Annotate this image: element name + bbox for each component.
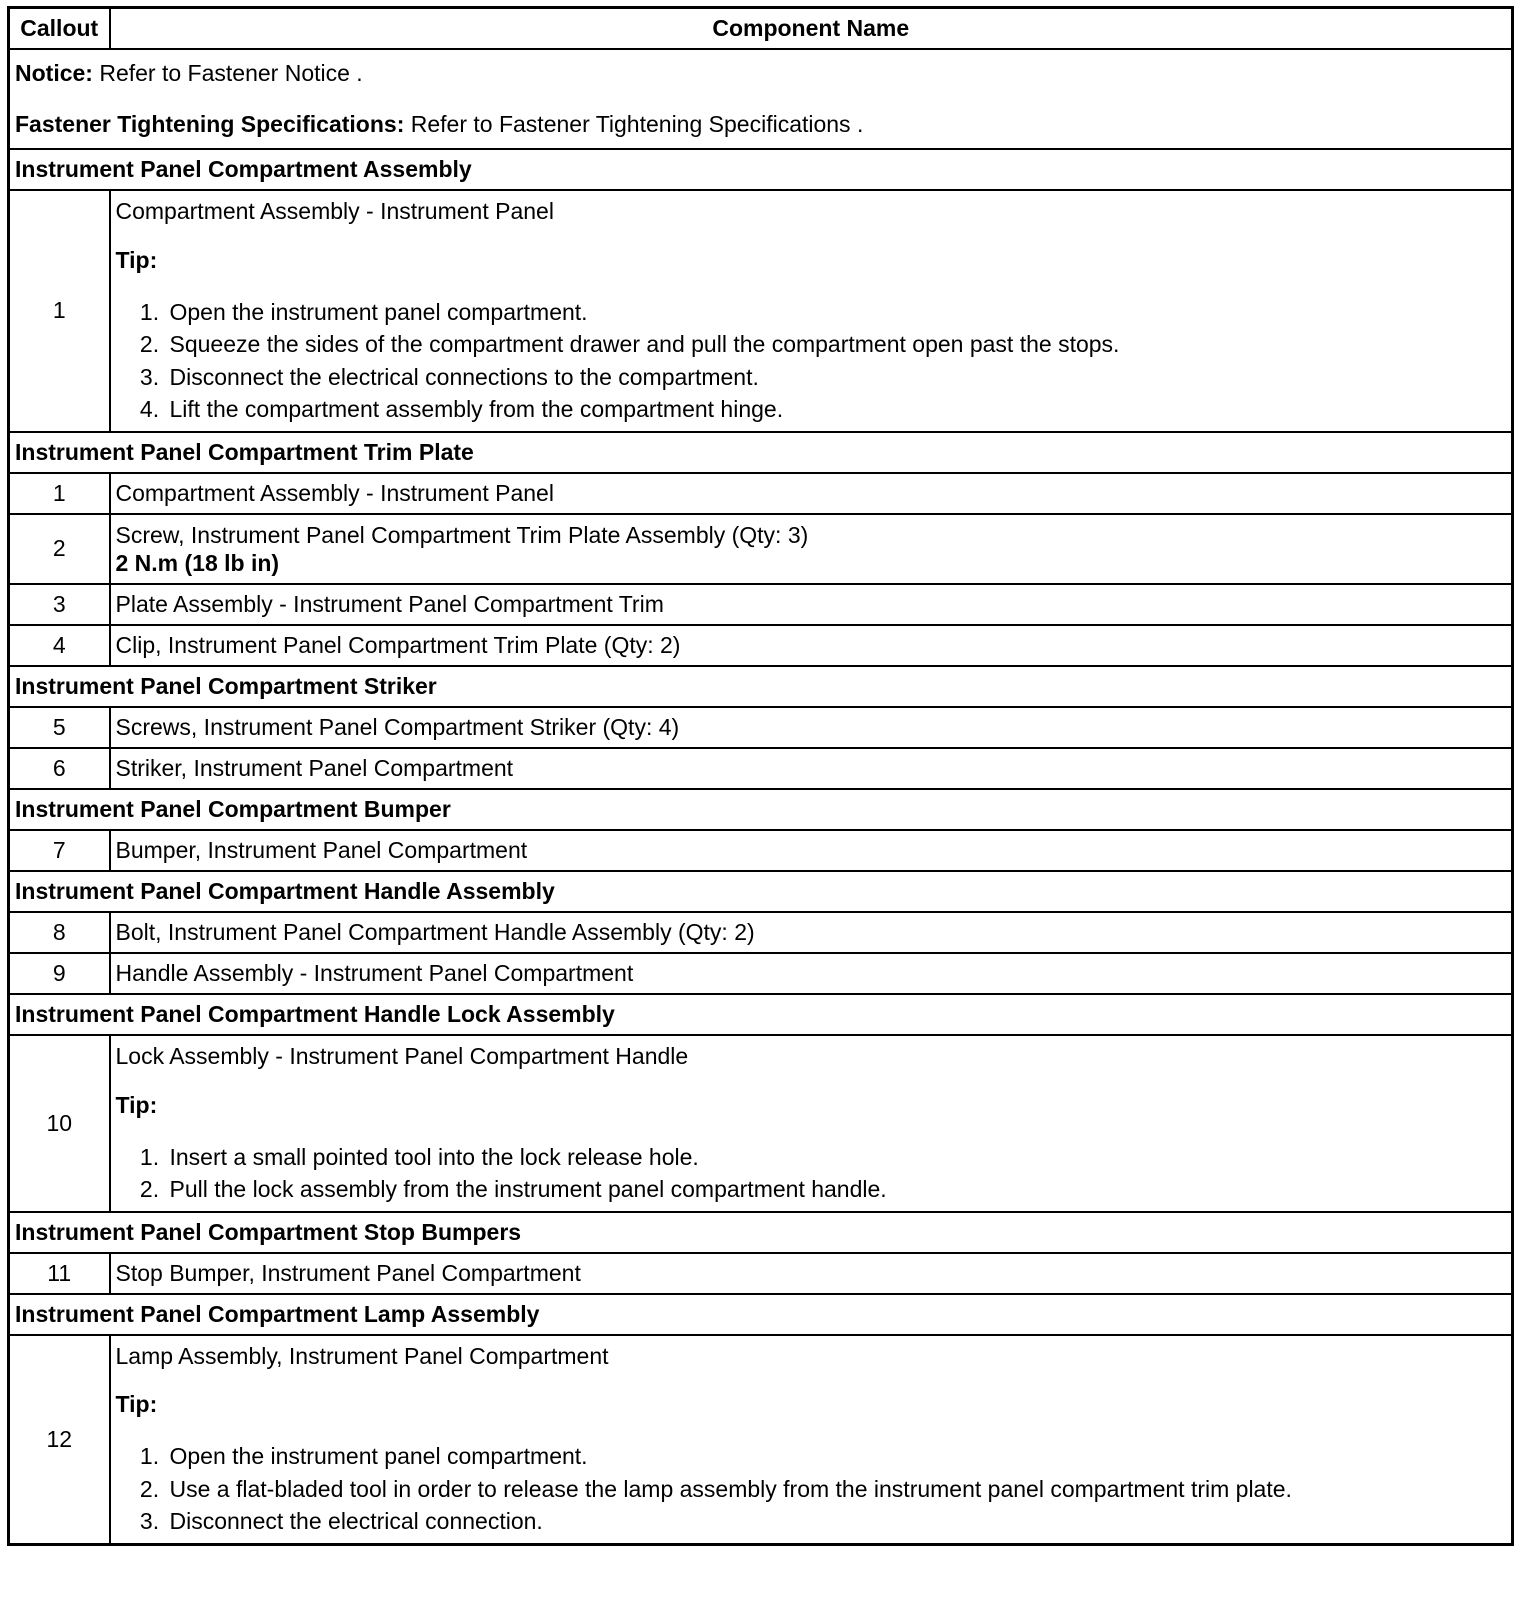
tip-step: 1. Open the instrument panel compartment. (166, 1440, 1507, 1473)
callout-header: Callout (9, 8, 110, 50)
table-row (9, 1335, 1513, 1545)
callout-number: 8 (9, 912, 110, 953)
component-cell (110, 1335, 1513, 1545)
component-name: Screws, Instrument Panel Compartment Striker (Qty: 4) (110, 707, 1513, 748)
tip-step: 2. Squeeze the sides of the compartment drawer and pull the compartment open past the stops. (166, 328, 1507, 361)
table-row (9, 625, 1513, 666)
tip-step: 1. Open the instrument panel compartment. (166, 296, 1507, 329)
tip-label: Tip: (115, 1391, 158, 1418)
table-row (9, 1035, 1513, 1212)
table-row (9, 830, 1513, 871)
section-row (9, 1212, 1513, 1253)
tip-label: Tip: (115, 1091, 158, 1118)
table-row (9, 514, 1513, 585)
callout-number: 11 (9, 1253, 110, 1294)
notice-row (9, 49, 1513, 149)
component-name: Bumper, Instrument Panel Compartment (110, 830, 1513, 871)
tip-step: 2. Pull the lock assembly from the instrument panel compartment handle. (166, 1173, 1507, 1206)
callout-number: 4 (9, 625, 110, 666)
tip-step: 1. Insert a small pointed tool into the lock release hole. (166, 1141, 1507, 1174)
tip-step: 4. Lift the compartment assembly from the compartment hinge. (166, 393, 1507, 426)
component-name: Bolt, Instrument Panel Compartment Handle Assembly (Qty: 2) (110, 912, 1513, 953)
notice-label: Notice: (15, 60, 93, 87)
callout-number: 1 (9, 473, 110, 514)
tip-steps (116, 296, 1507, 426)
tip-step: 2. Use a flat-bladed tool in order to release the lamp assembly from the instrument panel compartment trim plate. (166, 1473, 1507, 1506)
section-row (9, 789, 1513, 830)
table-row (9, 912, 1513, 953)
callout-number: 9 (9, 953, 110, 994)
table-row (9, 190, 1513, 432)
section-title: Instrument Panel Compartment Handle Lock Assembly (9, 994, 1513, 1035)
section-title: Instrument Panel Compartment Bumper (9, 789, 1513, 830)
callout-number: 12 (9, 1335, 110, 1545)
fastener-spec-label: Fastener Tightening Specifications: (15, 111, 405, 137)
table-row (9, 707, 1513, 748)
component-name: Handle Assembly - Instrument Panel Compartment (110, 953, 1513, 994)
callout-number: 2 (9, 514, 110, 585)
component-name: Lock Assembly - Instrument Panel Compartment Handle (115, 1043, 689, 1069)
table-row (9, 473, 1513, 514)
callout-number: 7 (9, 830, 110, 871)
component-name: Lamp Assembly, Instrument Panel Compartment (115, 1342, 609, 1369)
table-row (9, 748, 1513, 789)
tip-step: 3. Disconnect the electrical connection. (166, 1505, 1507, 1538)
section-row (9, 1294, 1513, 1335)
component-name: Plate Assembly - Instrument Panel Compartment Trim (110, 584, 1513, 625)
section-title: Instrument Panel Compartment Stop Bumpers (9, 1212, 1513, 1253)
section-title: Instrument Panel Compartment Handle Assembly (9, 871, 1513, 912)
section-row (9, 666, 1513, 707)
tip-steps (116, 1440, 1507, 1538)
component-cell (110, 190, 1513, 432)
section-row (9, 871, 1513, 912)
fastener-spec-text: Refer to Fastener Tightening Specifications . (410, 111, 864, 137)
callout-number: 10 (9, 1035, 110, 1212)
component-name: Stop Bumper, Instrument Panel Compartment (110, 1253, 1513, 1294)
callout-number: 1 (9, 190, 110, 432)
component-name: Compartment Assembly - Instrument Panel (110, 473, 1513, 514)
tip-step: 3. Disconnect the electrical connections to the compartment. (166, 361, 1507, 394)
component-name: Compartment Assembly - Instrument Panel (115, 198, 554, 224)
notice-cell (9, 49, 1513, 149)
table-row (9, 953, 1513, 994)
tip-label: Tip: (115, 246, 158, 273)
header-row (9, 8, 1513, 50)
callout-number: 5 (9, 707, 110, 748)
section-title: Instrument Panel Compartment Striker (9, 666, 1513, 707)
section-row (9, 994, 1513, 1035)
table-row (9, 1253, 1513, 1294)
section-title: Instrument Panel Compartment Assembly (9, 149, 1513, 190)
component-table (7, 6, 1514, 1546)
section-row (9, 432, 1513, 473)
component-cell (110, 1035, 1513, 1212)
component-name: Striker, Instrument Panel Compartment (110, 748, 1513, 789)
component-cell (110, 514, 1513, 585)
section-title: Instrument Panel Compartment Lamp Assembly (9, 1294, 1513, 1335)
section-row (9, 149, 1513, 190)
callout-number: 6 (9, 748, 110, 789)
callout-number: 3 (9, 584, 110, 625)
table-row (9, 584, 1513, 625)
notice-text: Refer to Fastener Notice . (99, 60, 363, 87)
component-name-header: Component Name (110, 8, 1513, 50)
torque-spec: 2 N.m (18 lb in) (115, 550, 280, 577)
component-name: Clip, Instrument Panel Compartment Trim Plate (Qty: 2) (110, 625, 1513, 666)
tip-steps (116, 1141, 1507, 1206)
component-name: Screw, Instrument Panel Compartment Trim Plate Assembly (Qty: 3) (115, 521, 809, 548)
section-title: Instrument Panel Compartment Trim Plate (9, 432, 1513, 473)
